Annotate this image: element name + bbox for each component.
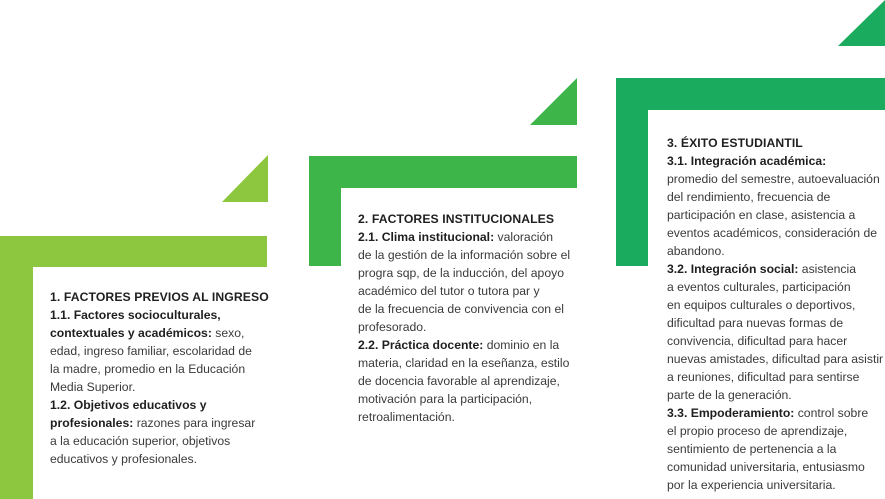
item-body-line: retroalimentación. [358,410,455,424]
item-body-line: comunidad universitaria, entusiasmo [667,460,865,474]
item-body-line: el propio proceso de aprendizaje, [667,424,848,438]
item-body-line: académico del tutor o tutora par y [358,284,540,298]
item-body-first: control sobre [794,406,869,420]
item-line [667,152,883,170]
item-body-line: del rendimiento, frecuencia de [667,190,831,204]
item-label: 2.1. Clima institucional: [358,230,495,244]
step-title: 3. ÉXITO ESTUDIANTIL [667,136,803,150]
item-body-line: nuevas amistades, dificultad para asistir [667,352,884,366]
item-label: 3.1. Integración académica: [667,154,827,168]
item-body-line: profesorado. [358,320,427,334]
item-line [50,306,269,324]
item-line [667,260,883,278]
item-body-first: razones para ingresar [133,416,256,430]
item-line [667,404,883,422]
item-body-line: convivencia, dificultad para hacer [667,334,848,348]
item-label: 2.2. Práctica docente: [358,338,484,352]
item-body-line: promedio del semestre, autoevaluación [667,172,880,186]
item-body-line: educativos y profesionales. [50,452,198,466]
step3-arrow-triangle [838,0,885,46]
item-label: contextuales y académicos: [50,326,212,340]
item-line [50,324,269,342]
item-body-line: por la experiencia universitaria. [667,478,836,492]
item-body-line: de la gestión de la información sobre el [358,248,571,262]
item-body-line: de docencia favorable al aprendizaje, [358,374,560,388]
item-label: 3.3. Empoderamiento: [667,406,795,420]
item-body-line: eventos académicos, consideración de [667,226,878,240]
item-body-line: dificultad para nuevas formas de [667,316,844,330]
item-body-line: la madre, promedio en la Educación [50,362,246,376]
item-body-line: Media Superior. [50,380,136,394]
step1-arrow-triangle [222,155,268,202]
step-1-text [50,288,269,468]
item-label: profesionales: [50,416,134,430]
item-label: 1.1. Factores socioculturales, [50,308,221,322]
item-body-line: a eventos culturales, participación [667,280,851,294]
item-body-first: valoración [494,230,554,244]
step2-arrow-triangle [530,78,577,125]
item-body-line: progra sqp, de la inducción, del apoyo [358,266,564,280]
item-body-line: sentimiento de pertenencia a la [667,442,837,456]
item-body-first: dominio en la [483,338,560,352]
item-body-line: en equipos culturales o deportivos, [667,298,856,312]
item-body-first: sexo, [211,326,245,340]
item-body-line: a reuniones, dificultad para sentirse [667,370,860,384]
item-body-line: participación en clase, asistencia a [667,208,856,222]
item-body-line: abandono. [667,244,725,258]
step-title: 1. FACTORES PREVIOS AL INGRESO [50,290,269,304]
item-line [358,228,570,246]
item-body-line: motivación para la participación, [358,392,533,406]
item-body-line: de la frecuencia de convivencia con el [358,302,564,316]
step-title: 2. FACTORES INSTITUCIONALES [358,212,555,226]
item-line [50,414,269,432]
item-body-line: parte de la generación. [667,388,792,402]
item-body-first: asistencia [798,262,856,276]
item-line [50,396,269,414]
item-label: 1.2. Objetivos educativos y [50,398,207,412]
item-line [358,336,570,354]
item-body-line: edad, ingreso familiar, escolaridad de [50,344,252,358]
item-body-line: a la educación superior, objetivos [50,434,231,448]
item-label: 3.2. Integración social: [667,262,799,276]
step-3-text [667,134,883,494]
step-2-text [358,210,570,426]
item-body-line: materia, claridad en la eseñanza, estilo [358,356,570,370]
